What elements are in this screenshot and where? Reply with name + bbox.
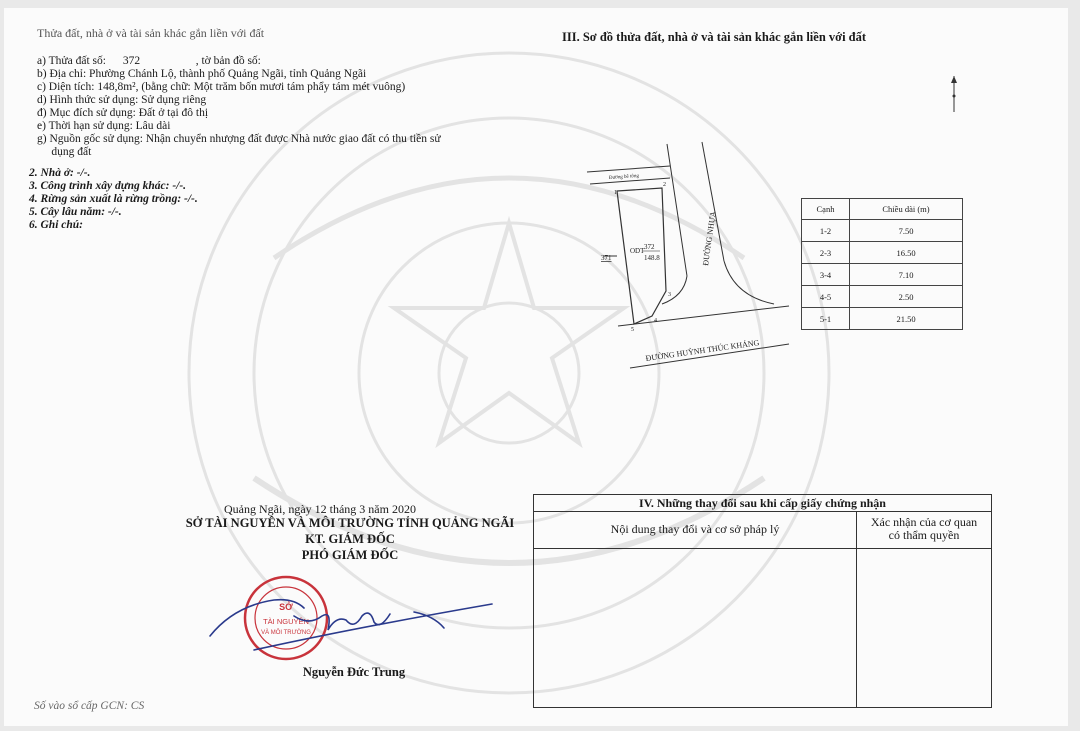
changes-body bbox=[534, 549, 991, 708]
length-cell: 16.50 bbox=[850, 242, 963, 264]
table-row bbox=[802, 220, 963, 242]
edge-cell: 5-1 bbox=[802, 308, 850, 330]
usage-form-line: d) Hình thức sử dụng: Sử dụng riêng bbox=[37, 94, 207, 106]
parcel-number-value: 372 bbox=[122, 55, 141, 67]
authority-header-line: có thẩm quyền bbox=[888, 528, 960, 542]
certificate-page bbox=[4, 8, 1068, 726]
item-notes: 6. Ghi chú: bbox=[29, 219, 83, 231]
length-cell: 21.50 bbox=[850, 308, 963, 330]
stamp-text: VÀ MÔI TRƯỜNG bbox=[261, 630, 311, 636]
kt-title: KT. GIÁM ĐỐC bbox=[305, 532, 395, 546]
item-production-forest: 4. Rừng sản xuất là rừng trồng: -/-. bbox=[29, 193, 198, 205]
parcel-area-map-label: 148.8 bbox=[644, 254, 660, 262]
handwritten-signature bbox=[204, 586, 504, 666]
changes-table bbox=[533, 494, 992, 708]
signature-block bbox=[134, 502, 574, 563]
deputy-director-title: PHÓ GIÁM ĐỐC bbox=[301, 548, 399, 562]
vertex-label: 1 bbox=[614, 190, 617, 196]
change-content-cell bbox=[534, 549, 857, 708]
stamp-text: SỞ bbox=[279, 602, 293, 612]
item-perennial-trees: 5. Cây lâu năm: -/-. bbox=[29, 206, 122, 218]
table-row bbox=[802, 242, 963, 264]
origin-line-cont: dụng đất bbox=[37, 146, 92, 158]
parcel-number-line bbox=[37, 55, 261, 68]
edge-cell: 4-5 bbox=[802, 286, 850, 308]
area-line: c) Diện tích: 148,8m², (bằng chữ: Một trăm bốn mươi tám phẩy tám mét vuông) bbox=[37, 81, 406, 93]
date-line: Quảng Ngãi, ngày 12 tháng 3 năm 2020 bbox=[224, 502, 416, 516]
registry-number-label: Số vào sổ cấp GCN: CS bbox=[34, 700, 145, 712]
stamp-text: TÀI NGUYÊN bbox=[263, 617, 309, 626]
length-cell: 7.50 bbox=[850, 220, 963, 242]
length-cell: 7.10 bbox=[850, 264, 963, 286]
authority-header-line: Xác nhận của cơ quan bbox=[870, 515, 978, 529]
vertex-label: 5 bbox=[631, 327, 634, 333]
edge-length-table bbox=[801, 198, 963, 330]
agency-name: SỞ TÀI NGUYÊN VÀ MÔI TRƯỜNG TỈNH QUẢNG NGÃI bbox=[185, 516, 515, 530]
edge-column-header: Cạnh bbox=[802, 199, 850, 220]
vertex-label: 2 bbox=[663, 182, 666, 188]
land-code-label: ODT bbox=[630, 247, 645, 255]
parcel-number-label: a) Thửa đất số: bbox=[37, 55, 106, 67]
road-south-label: ĐƯỜNG HUỲNH THÚC KHÁNG bbox=[645, 338, 760, 363]
north-arrow-icon bbox=[948, 74, 960, 114]
vertex-label: 3 bbox=[668, 292, 671, 298]
length-column-header: Chiều dài (m) bbox=[850, 199, 963, 220]
edge-cell: 3-4 bbox=[802, 264, 850, 286]
usage-term-line: e) Thời hạn sử dụng: Lâu dài bbox=[37, 120, 171, 132]
signer-name: Nguyễn Đức Trung bbox=[302, 665, 406, 679]
table-header-row bbox=[802, 199, 963, 220]
table-row bbox=[802, 308, 963, 330]
road-east-label: ĐƯỜNG NHỰA bbox=[701, 210, 718, 267]
origin-line: g) Nguồn gốc sử dụng: Nhận chuyển nhượng đất được Nhà nước giao đất có thu tiền sử bbox=[37, 133, 441, 145]
changes-header-row bbox=[534, 512, 991, 549]
parcel-number-map-label: 372 bbox=[644, 243, 655, 251]
item-other-construction: 3. Công trình xây dựng khác: -/-. bbox=[29, 180, 187, 192]
section1-header: Thửa đất, nhà ở và tài sản khác gắn liền với đất bbox=[37, 26, 265, 40]
section3-title: III. Sơ đồ thửa đất, nhà ở và tài sản khác gắn liền với đất bbox=[562, 30, 867, 44]
length-cell: 2.50 bbox=[850, 286, 963, 308]
address-line: b) Địa chỉ: Phường Chánh Lộ, thành phố Quảng Ngãi, tỉnh Quảng Ngãi bbox=[37, 68, 367, 80]
table-row bbox=[802, 264, 963, 286]
change-content-column-header: Nội dung thay đổi và cơ sở pháp lý bbox=[534, 512, 857, 548]
authority-confirmation-column-header bbox=[857, 512, 991, 548]
edge-cell: 1-2 bbox=[802, 220, 850, 242]
item-house: 2. Nhà ở: -/-. bbox=[29, 167, 91, 179]
vertex-label: 4 bbox=[654, 318, 657, 324]
table-row bbox=[802, 286, 963, 308]
parcel-sketch bbox=[584, 136, 804, 376]
neighbor-parcel-label: 371 bbox=[601, 254, 612, 262]
north-road-label: Đường bê tông bbox=[608, 173, 640, 181]
usage-purpose-line: đ) Mục đích sử dụng: Đất ở tại đô thị bbox=[37, 107, 209, 119]
edge-cell: 2-3 bbox=[802, 242, 850, 264]
section4-title: IV. Những thay đổi sau khi cấp giấy chứng nhận bbox=[534, 495, 991, 512]
map-sheet-label: , tờ bản đồ số: bbox=[195, 55, 261, 67]
